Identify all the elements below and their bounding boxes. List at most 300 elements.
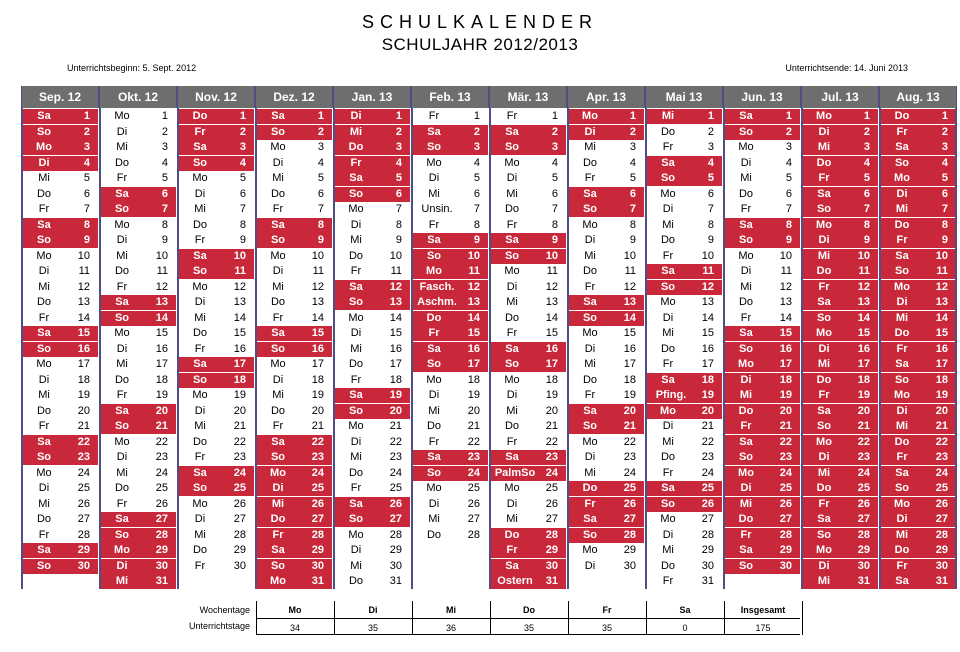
- day-number: 3: [785, 141, 792, 153]
- day-cell: [100, 187, 176, 202]
- weekday-label: Do: [582, 265, 598, 277]
- day-cell: [178, 497, 254, 512]
- day-cell: [100, 450, 176, 465]
- weekday-label: Di: [272, 373, 284, 386]
- day-cell: [490, 125, 566, 140]
- day-number: 13: [311, 296, 324, 308]
- day-cell: [880, 404, 956, 419]
- weekday-label: Sa: [427, 234, 441, 246]
- day-cell: [100, 497, 176, 512]
- day-number: 11: [858, 265, 870, 277]
- day-cell: [178, 419, 254, 434]
- day-cell: [490, 450, 566, 465]
- day-number: 12: [77, 280, 90, 293]
- day-number: 1: [551, 110, 558, 122]
- day-cell: [22, 481, 98, 496]
- weekday-label: Mi: [349, 125, 363, 138]
- day-cell: [880, 481, 956, 496]
- day-cell: [880, 342, 956, 357]
- day-number: 26: [701, 497, 714, 510]
- weekday-label: So: [348, 296, 364, 308]
- day-number: 2: [161, 125, 168, 138]
- weekday-label: Mo: [426, 156, 442, 169]
- day-number: 21: [935, 420, 948, 432]
- day-number: 3: [941, 141, 948, 153]
- day-cell: [646, 357, 722, 372]
- day-number: 27: [155, 513, 168, 525]
- weekday-label: Pfing.: [655, 389, 687, 401]
- day-cell: [256, 249, 332, 264]
- day-cell: [880, 202, 956, 217]
- day-number: 18: [155, 373, 168, 386]
- weekday-label: Mi: [895, 420, 909, 432]
- day-number: 29: [233, 544, 246, 556]
- weekday-label: Do: [426, 420, 442, 432]
- day-cell: [178, 109, 254, 124]
- weekday-label: Fr: [350, 373, 362, 386]
- day-cell: [22, 311, 98, 326]
- day-number: 7: [863, 203, 870, 215]
- weekday-label: Mo: [816, 435, 832, 448]
- weekday-label: Di: [584, 342, 596, 355]
- day-cell: [100, 357, 176, 372]
- weekday-label: Sa: [505, 342, 519, 355]
- day-number: 19: [467, 389, 480, 401]
- weekday-label: So: [816, 311, 832, 324]
- day-cell: [490, 357, 566, 372]
- day-cell: [724, 295, 800, 310]
- day-number: 18: [467, 373, 480, 386]
- weekday-label: Mo: [738, 466, 754, 479]
- weekday-label: Fr: [740, 311, 752, 324]
- day-cell: [334, 435, 410, 450]
- day-cell: [22, 264, 98, 279]
- day-cell: [178, 140, 254, 155]
- day-number: 20: [77, 404, 90, 417]
- day-cell: [568, 481, 644, 496]
- day-cell: [646, 187, 722, 202]
- day-cell: [22, 528, 98, 543]
- day-cell: [802, 233, 878, 248]
- day-cell: [880, 156, 956, 171]
- weekday-label: Mo: [270, 249, 286, 262]
- day-cell: [490, 218, 566, 233]
- day-number: 6: [83, 187, 90, 200]
- weekday-label: Di: [350, 435, 362, 448]
- day-number: 2: [941, 125, 948, 138]
- weekday-label: Fr: [350, 482, 362, 494]
- weekday-label: Sa: [661, 265, 675, 277]
- day-number: 16: [467, 342, 480, 355]
- day-number: 26: [311, 497, 324, 510]
- weekday-label: Fr: [506, 327, 518, 339]
- day-number: 24: [233, 466, 246, 479]
- day-number: 6: [161, 187, 168, 200]
- weekday-label: Mo: [504, 482, 520, 494]
- weekday-label: Mi: [428, 404, 440, 417]
- weekday-label: Fr: [428, 327, 440, 339]
- day-number: 29: [623, 544, 636, 556]
- weekday-label: Aschm.: [417, 296, 457, 308]
- day-number: 30: [701, 559, 714, 572]
- day-cell: [256, 218, 332, 233]
- day-number: 23: [701, 451, 714, 463]
- month-column: [255, 86, 333, 589]
- day-cell: [178, 311, 254, 326]
- weekday-label: Fr: [194, 451, 206, 463]
- day-cell: [490, 156, 566, 171]
- day-cell: [646, 543, 722, 558]
- day-cell: [256, 528, 332, 543]
- day-number: 16: [935, 342, 948, 355]
- weekday-label: So: [582, 311, 598, 324]
- month-column: [879, 86, 957, 589]
- day-number: 9: [473, 234, 480, 246]
- day-cell: [100, 528, 176, 543]
- weekday-label: Fr: [506, 435, 518, 448]
- day-number: 1: [317, 110, 324, 122]
- day-cell: [412, 264, 488, 279]
- day-number: 25: [467, 482, 480, 494]
- weekday-label: Mi: [895, 528, 909, 541]
- weekday-label: Mo: [192, 280, 208, 293]
- day-cell: [22, 419, 98, 434]
- day-number: 9: [161, 234, 168, 246]
- weekday-label: Fr: [116, 172, 128, 184]
- day-number: 27: [701, 513, 714, 525]
- day-number: 13: [155, 296, 168, 308]
- summary-col-divider: [646, 601, 647, 635]
- day-cell: [100, 264, 176, 279]
- day-number: 17: [467, 358, 480, 370]
- day-number: 5: [395, 172, 402, 184]
- day-number: 5: [473, 172, 480, 184]
- weekday-label: So: [738, 342, 754, 355]
- day-number: 6: [317, 187, 324, 200]
- day-number: 27: [467, 513, 480, 525]
- day-cell: [802, 574, 878, 589]
- day-number: 29: [77, 544, 90, 556]
- day-number: 31: [155, 575, 168, 587]
- weekday-label: Di: [896, 513, 908, 525]
- month-header: Jan. 13: [333, 86, 411, 108]
- weekday-label: Do: [582, 156, 598, 169]
- column-separator: [645, 108, 647, 589]
- day-number: 16: [311, 342, 324, 355]
- weekday-label: Sa: [349, 172, 363, 184]
- weekday-label: Sa: [817, 513, 831, 525]
- weekday-label: Sa: [661, 482, 675, 494]
- day-cell: [646, 466, 722, 481]
- day-number: 10: [779, 249, 792, 262]
- day-number: 18: [77, 373, 90, 386]
- weekday-label: Mo: [894, 389, 910, 401]
- day-cell: [100, 202, 176, 217]
- day-number: 30: [857, 559, 870, 572]
- weekday-label: Mi: [350, 559, 362, 572]
- weekday-label: Mo: [582, 218, 598, 231]
- weekday-label: Di: [116, 559, 128, 572]
- day-number: 29: [935, 544, 948, 556]
- day-number: 29: [779, 544, 792, 556]
- day-cell: [256, 574, 332, 589]
- weekday-label: So: [192, 482, 208, 494]
- day-number: 8: [473, 218, 480, 231]
- day-number: 20: [389, 404, 402, 417]
- day-cell: [412, 404, 488, 419]
- day-number: 1: [941, 110, 948, 122]
- day-cell: [724, 171, 800, 186]
- weekday-label: Mi: [506, 513, 518, 525]
- day-cell: [646, 171, 722, 186]
- day-cell: [568, 249, 644, 264]
- day-number: 24: [623, 466, 636, 479]
- day-number: 4: [863, 156, 870, 169]
- day-number: 25: [779, 482, 792, 494]
- weekday-label: Di: [116, 234, 128, 246]
- day-cell: [490, 512, 566, 527]
- weekday-label: Mo: [582, 327, 598, 339]
- weekday-label: Fr: [272, 528, 284, 541]
- summary-col-value: 35: [601, 623, 612, 633]
- day-cell: [178, 404, 254, 419]
- day-number: 31: [311, 575, 324, 587]
- month-column: [99, 86, 177, 589]
- weekday-label: Di: [350, 327, 362, 339]
- day-number: 2: [83, 125, 90, 138]
- weekday-label: Di: [740, 156, 752, 169]
- weekday-label: Mi: [194, 311, 206, 324]
- column-separator: [489, 108, 491, 589]
- day-number: 10: [623, 249, 636, 262]
- calendar-grid: [21, 86, 959, 589]
- day-number: 25: [233, 482, 246, 494]
- day-number: 8: [83, 218, 90, 231]
- day-cell: [256, 171, 332, 186]
- weekday-label: Mo: [36, 141, 52, 153]
- day-cell: [802, 512, 878, 527]
- weekday-label: Sa: [505, 559, 519, 572]
- day-number: 5: [83, 172, 90, 184]
- weekday-label: Fr: [896, 342, 908, 355]
- day-cell: [22, 342, 98, 357]
- day-cell: [802, 202, 878, 217]
- weekday-label: Do: [504, 528, 520, 541]
- day-cell: [724, 512, 800, 527]
- day-number: 13: [857, 296, 870, 308]
- weekday-label: Fr: [584, 280, 596, 293]
- day-cell: [22, 466, 98, 481]
- day-cell: [880, 373, 956, 388]
- day-cell: [412, 388, 488, 403]
- weekday-label: Fr: [740, 203, 752, 215]
- weekday-label: Mo: [426, 373, 442, 386]
- weekday-label: Do: [894, 327, 910, 339]
- weekday-label: So: [582, 203, 598, 215]
- weekday-label: Mo: [114, 544, 130, 556]
- day-cell: [412, 326, 488, 341]
- weekday-label: Do: [660, 451, 676, 463]
- summary-col-divider: [256, 601, 257, 635]
- day-cell: [802, 481, 878, 496]
- day-cell: [802, 140, 878, 155]
- day-cell: [490, 233, 566, 248]
- day-number: 30: [545, 559, 558, 572]
- summary-col-head: Fr: [602, 605, 612, 615]
- day-cell: [568, 125, 644, 140]
- day-number: 24: [857, 466, 870, 479]
- day-number: 21: [545, 420, 558, 432]
- day-number: 8: [863, 218, 870, 231]
- day-number: 14: [623, 311, 636, 324]
- day-cell: [646, 140, 722, 155]
- weekday-label: Mi: [272, 389, 284, 401]
- day-cell: [646, 574, 722, 589]
- weekday-label: Mi: [662, 435, 674, 448]
- weekday-label: Mo: [582, 544, 598, 556]
- day-cell: [880, 125, 956, 140]
- weekday-label: Di: [740, 482, 752, 494]
- day-number: 29: [155, 544, 168, 556]
- day-cell: [724, 140, 800, 155]
- month-column: [723, 86, 801, 589]
- day-number: 28: [545, 528, 558, 541]
- weekday-label: Fr: [896, 559, 908, 572]
- weekday-label: Mo: [192, 389, 208, 401]
- day-cell: [256, 512, 332, 527]
- weekday-label: Do: [192, 435, 208, 448]
- day-number: 23: [545, 451, 558, 463]
- day-number: 27: [545, 513, 558, 525]
- weekday-label: Mi: [817, 466, 831, 479]
- day-number: 29: [545, 544, 558, 556]
- weekday-label: Fr: [896, 125, 908, 138]
- day-cell: [22, 373, 98, 388]
- day-cell: [256, 233, 332, 248]
- weekday-label: So: [894, 156, 910, 169]
- day-number: 9: [83, 234, 90, 246]
- weekday-label: Mo: [114, 110, 130, 122]
- weekday-label: Di: [662, 420, 674, 432]
- day-number: 30: [935, 559, 948, 572]
- day-cell: [490, 481, 566, 496]
- day-cell: [100, 249, 176, 264]
- day-cell: [256, 326, 332, 341]
- day-number: 18: [935, 373, 948, 386]
- day-number: 26: [779, 497, 792, 510]
- weekday-label: Unsin.: [421, 203, 453, 215]
- weekday-label: So: [270, 342, 286, 355]
- day-number: 14: [233, 311, 246, 324]
- day-cell: [568, 311, 644, 326]
- day-number: 4: [317, 156, 324, 169]
- weekday-label: So: [36, 234, 52, 246]
- weekday-label: Do: [894, 218, 910, 231]
- day-cell: [724, 233, 800, 248]
- day-number: 6: [785, 187, 792, 200]
- day-number: 30: [389, 559, 402, 572]
- day-number: 30: [233, 559, 246, 572]
- day-number: 3: [629, 141, 636, 153]
- day-cell: [646, 218, 722, 233]
- day-cell: [412, 218, 488, 233]
- day-cell: [412, 140, 488, 155]
- weekday-label: Di: [740, 373, 752, 386]
- day-cell: [256, 404, 332, 419]
- day-cell: [880, 574, 956, 589]
- day-cell: [724, 202, 800, 217]
- weekday-label: Mi: [38, 172, 50, 184]
- day-cell: [100, 218, 176, 233]
- weekday-label: Mi: [662, 544, 674, 556]
- day-number: 7: [941, 203, 948, 215]
- day-cell: [256, 342, 332, 357]
- column-separator: [411, 108, 413, 589]
- column-separator: [21, 108, 23, 589]
- weekday-label: Sa: [115, 296, 129, 308]
- day-cell: [724, 481, 800, 496]
- day-cell: [724, 357, 800, 372]
- day-cell: [802, 342, 878, 357]
- day-number: 21: [701, 420, 714, 432]
- day-cell: [178, 218, 254, 233]
- weekday-label: Do: [504, 311, 520, 324]
- day-number: 2: [629, 125, 636, 138]
- day-number: 7: [629, 203, 636, 215]
- day-number: 6: [551, 187, 558, 200]
- day-number: 10: [935, 249, 948, 262]
- day-cell: [646, 559, 722, 574]
- day-cell: [178, 233, 254, 248]
- weekday-label: Sa: [895, 466, 909, 479]
- day-number: 12: [389, 280, 402, 293]
- weekday-label: Fr: [506, 218, 518, 231]
- day-number: 24: [77, 466, 90, 479]
- day-cell: [880, 171, 956, 186]
- day-cell: [22, 450, 98, 465]
- day-number: 3: [395, 141, 402, 153]
- weekday-label: Fr: [272, 203, 284, 215]
- weekday-label: Mo: [270, 466, 286, 479]
- weekday-label: Mi: [817, 575, 831, 587]
- weekday-label: Sa: [115, 187, 129, 200]
- weekday-label: Do: [270, 187, 286, 200]
- day-number: 4: [785, 156, 792, 169]
- day-cell: [880, 388, 956, 403]
- day-number: 18: [311, 373, 324, 386]
- day-number: 17: [857, 358, 870, 370]
- day-cell: [490, 140, 566, 155]
- day-number: 9: [785, 234, 792, 246]
- day-number: 15: [389, 327, 402, 339]
- day-cell: [178, 559, 254, 574]
- weekday-label: Fr: [38, 311, 50, 324]
- day-cell: [412, 295, 488, 310]
- weekday-label: Di: [506, 389, 518, 401]
- weekday-label: Fr: [194, 234, 206, 246]
- weekday-label: Sa: [193, 249, 207, 262]
- day-number: 27: [623, 513, 636, 525]
- weekday-label: Mo: [270, 575, 286, 587]
- weekday-label: Mo: [348, 203, 364, 215]
- day-number: 23: [311, 451, 324, 463]
- weekday-label: Fr: [662, 575, 674, 587]
- day-cell: [568, 342, 644, 357]
- day-cell: [724, 528, 800, 543]
- day-number: 20: [545, 404, 558, 417]
- day-number: 22: [311, 435, 324, 448]
- day-cell: [412, 497, 488, 512]
